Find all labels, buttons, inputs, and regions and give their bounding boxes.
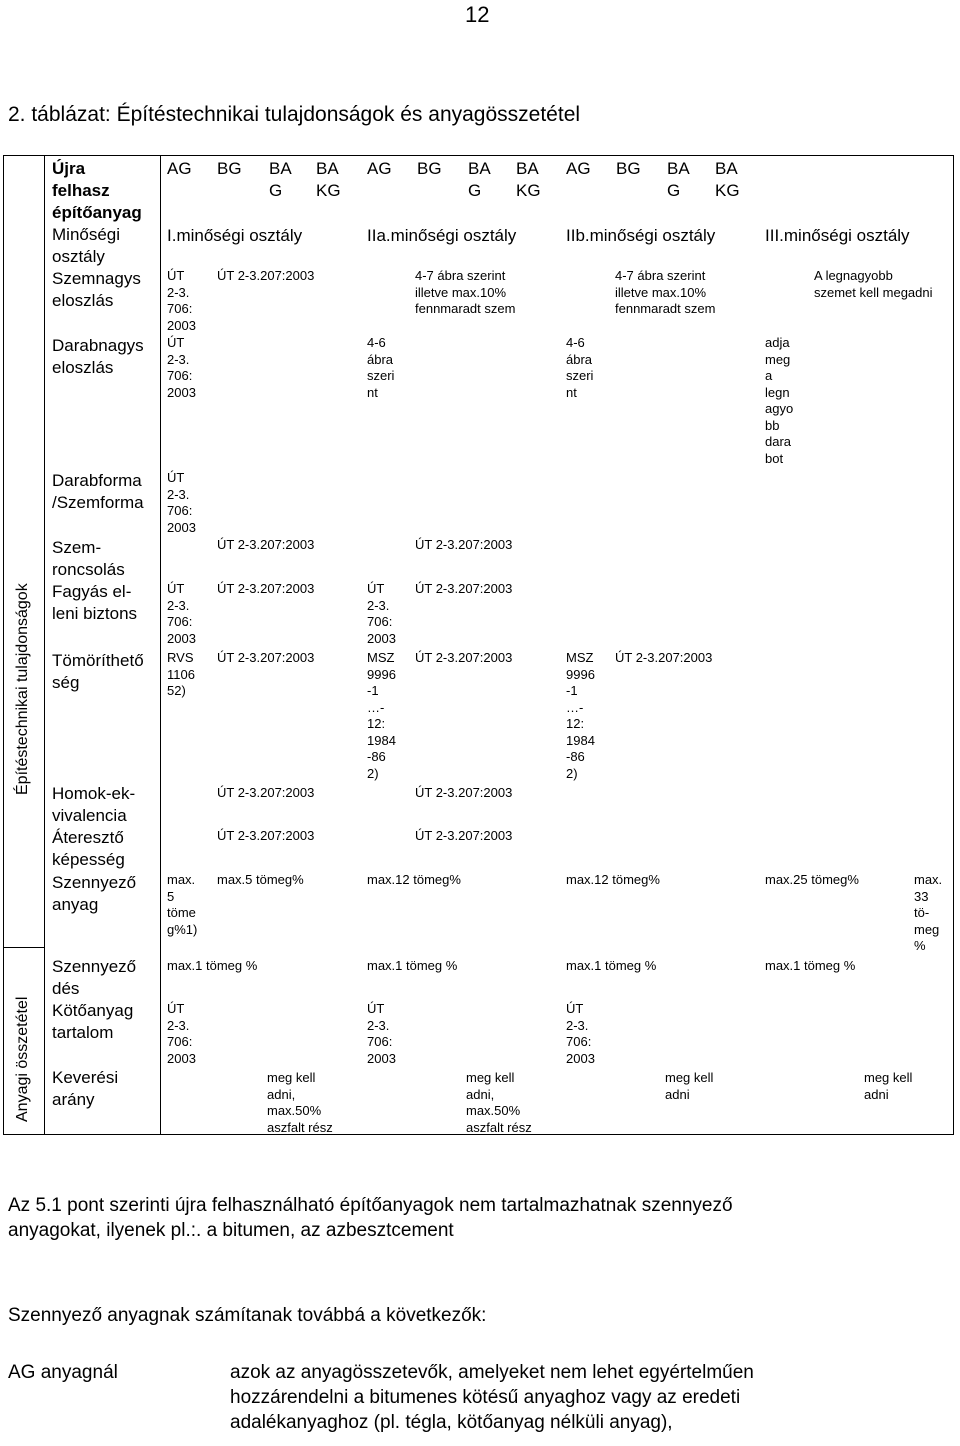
code-ag: AG: [167, 159, 192, 178]
ag-definition: azok az anyagösszetevők, amelyeket nem lehet egyértelműen hozzárendelni a bitumenes kötésű anyaghoz vagy az eredeti adalékanyaghoz (pl. tégla, kötőanyag nélküli anyag),: [230, 1362, 754, 1433]
code-bag: BA G: [667, 159, 690, 200]
cell-max1: max.1 tömeg %: [566, 958, 657, 973]
code-bg: BG: [217, 159, 242, 178]
cell-ut-207: ÚT 2-3.207:2003: [415, 537, 513, 552]
paragraph-contaminants: Szennyező anyagnak számítanak továbbá a következők:: [8, 1305, 487, 1326]
cell-ut-std: ÚT 2-3. 706: 2003: [367, 1001, 396, 1066]
row-label-crushing: Szem- roncsolás: [52, 538, 125, 579]
cell-ut-std: ÚT 2-3. 706: 2003: [167, 268, 196, 333]
cell-msz: MSZ 9996 -1 …- 12: 1984 -86 2): [566, 650, 595, 781]
row-label-mix-ratio: Keverési arány: [52, 1068, 119, 1109]
row-label-permeability: Áteresztő képesség: [52, 828, 125, 869]
code-ag: AG: [367, 159, 392, 178]
header-first-col: Újra felhasz építőanyag: [52, 159, 142, 222]
cell-largest-piece: adja meg a legn agyo bb dara bot: [765, 335, 794, 466]
cell-fig46: 4-6 ábra szeri nt: [367, 335, 395, 400]
row-label-contaminant: Szennyező anyag: [52, 873, 137, 914]
cell-ut-207: ÚT 2-3.207:2003: [415, 828, 513, 843]
code-bg: BG: [417, 159, 442, 178]
row-label-class: Minőségi osztály: [52, 225, 121, 266]
table-title: 2. táblázat: Építéstechnikai tulajdonságok és anyagösszetétel: [8, 103, 581, 126]
cell-msz: MSZ 9996 -1 …- 12: 1984 -86 2): [367, 650, 396, 781]
group-divider: [3, 947, 45, 948]
code-bakg: BA KG: [516, 159, 541, 200]
cell-max1: max.1 tömeg %: [367, 958, 458, 973]
row-label-compactability: Tömöríthető ség: [52, 651, 144, 692]
cell-ut-std: ÚT 2-3. 706: 2003: [367, 581, 396, 646]
cell-max33: max. 33 tö- meg %: [914, 872, 943, 953]
cell-ut-std: ÚT 2-3. 706: 2003: [167, 1001, 196, 1066]
cell-max1: max.1 tömeg %: [167, 958, 258, 973]
page-number: 12: [465, 2, 490, 27]
cell-fig47: 4-7 ábra szerint illetve max.10% fennmaradt szem: [415, 268, 516, 316]
class-iia: IIa.minőségi osztály: [367, 226, 517, 245]
cell-adni-max50: meg kell adni, max.50% aszfalt rész: [267, 1070, 333, 1135]
cell-max12-tomeg: max.12 tömeg%: [566, 872, 660, 887]
row-label-shape: Darabforma /Szemforma: [52, 471, 144, 512]
cell-ut-207: ÚT 2-3.207:2003: [217, 268, 315, 283]
cell-ut-std: ÚT 2-3. 706: 2003: [167, 470, 196, 535]
cell-max1: max.1 tömeg %: [765, 958, 856, 973]
group-label-technical: Építéstechnikai tulajdonságok: [14, 583, 31, 795]
cell-ut-std: ÚT 2-3. 706: 2003: [566, 1001, 595, 1066]
cell-adni: meg kell adni: [864, 1070, 913, 1102]
cell-max5-tomeg: max.5 tömeg%: [217, 872, 304, 887]
code-ag: AG: [566, 159, 591, 178]
ag-label: AG anyagnál: [8, 1362, 118, 1383]
cell-ut-207: ÚT 2-3.207:2003: [415, 581, 513, 596]
code-bakg: BA KG: [715, 159, 740, 200]
cell-ut-207: ÚT 2-3.207:2003: [615, 650, 713, 665]
cell-ut-207: ÚT 2-3.207:2003: [217, 537, 315, 552]
cell-rvs: RVS 1106 52): [167, 650, 195, 698]
row-label-grain-dist: Szemnagys eloszlás: [52, 269, 141, 310]
row-label-binder: Kötőanyag tartalom: [52, 1001, 134, 1042]
cell-ut-207: ÚT 2-3.207:2003: [217, 785, 315, 800]
group-label-composition: Anyagi összetétel: [14, 996, 31, 1122]
code-bag: BA G: [468, 159, 491, 200]
cell-ut-207: ÚT 2-3.207:2003: [415, 785, 513, 800]
cell-largest-grain: A legnagyobb szemet kell megadni: [814, 268, 933, 300]
class-iii: III.minőségi osztály: [765, 226, 910, 245]
cell-max12-tomeg: max.12 tömeg%: [367, 872, 461, 887]
code-bg: BG: [616, 159, 641, 178]
column-divider: [44, 155, 45, 1135]
row-label-frost: Fagyás el- leni biztons: [52, 582, 138, 623]
class-iib: IIb.minőségi osztály: [566, 226, 716, 245]
cell-max5: max. 5 töme g%1): [167, 872, 198, 937]
code-bakg: BA KG: [316, 159, 341, 200]
cell-ut-207: ÚT 2-3.207:2003: [415, 650, 513, 665]
cell-ut-207: ÚT 2-3.207:2003: [217, 828, 315, 843]
class-i: I.minőségi osztály: [167, 226, 303, 245]
row-label-sand-equiv: Homok-ek- vivalencia: [52, 784, 136, 825]
paragraph-5-1: Az 5.1 pont szerinti újra felhasználható építőanyagok nem tartalmazhatnak szennyező anyagokat, ilyenek pl.:. a bitumen, az azbesztcement: [8, 1195, 733, 1241]
cell-fig46: 4-6 ábra szeri nt: [566, 335, 594, 400]
row-label-contamination: Szennyező dés: [52, 957, 137, 998]
cell-ut-std: ÚT 2-3. 706: 2003: [167, 335, 196, 400]
code-bag: BA G: [269, 159, 292, 200]
row-label-coarse-dist: Darabnagys eloszlás: [52, 336, 144, 377]
column-divider: [160, 155, 161, 1135]
cell-adni-max50: meg kell adni, max.50% aszfalt rész: [466, 1070, 532, 1135]
cell-adni: meg kell adni: [665, 1070, 714, 1102]
cell-ut-std: ÚT 2-3. 706: 2003: [167, 581, 196, 646]
cell-ut-207: ÚT 2-3.207:2003: [217, 650, 315, 665]
cell-max25-tomeg: max.25 tömeg%: [765, 872, 859, 887]
cell-fig47: 4-7 ábra szerint illetve max.10% fennmaradt szem: [615, 268, 716, 316]
cell-ut-207: ÚT 2-3.207:2003: [217, 581, 315, 596]
